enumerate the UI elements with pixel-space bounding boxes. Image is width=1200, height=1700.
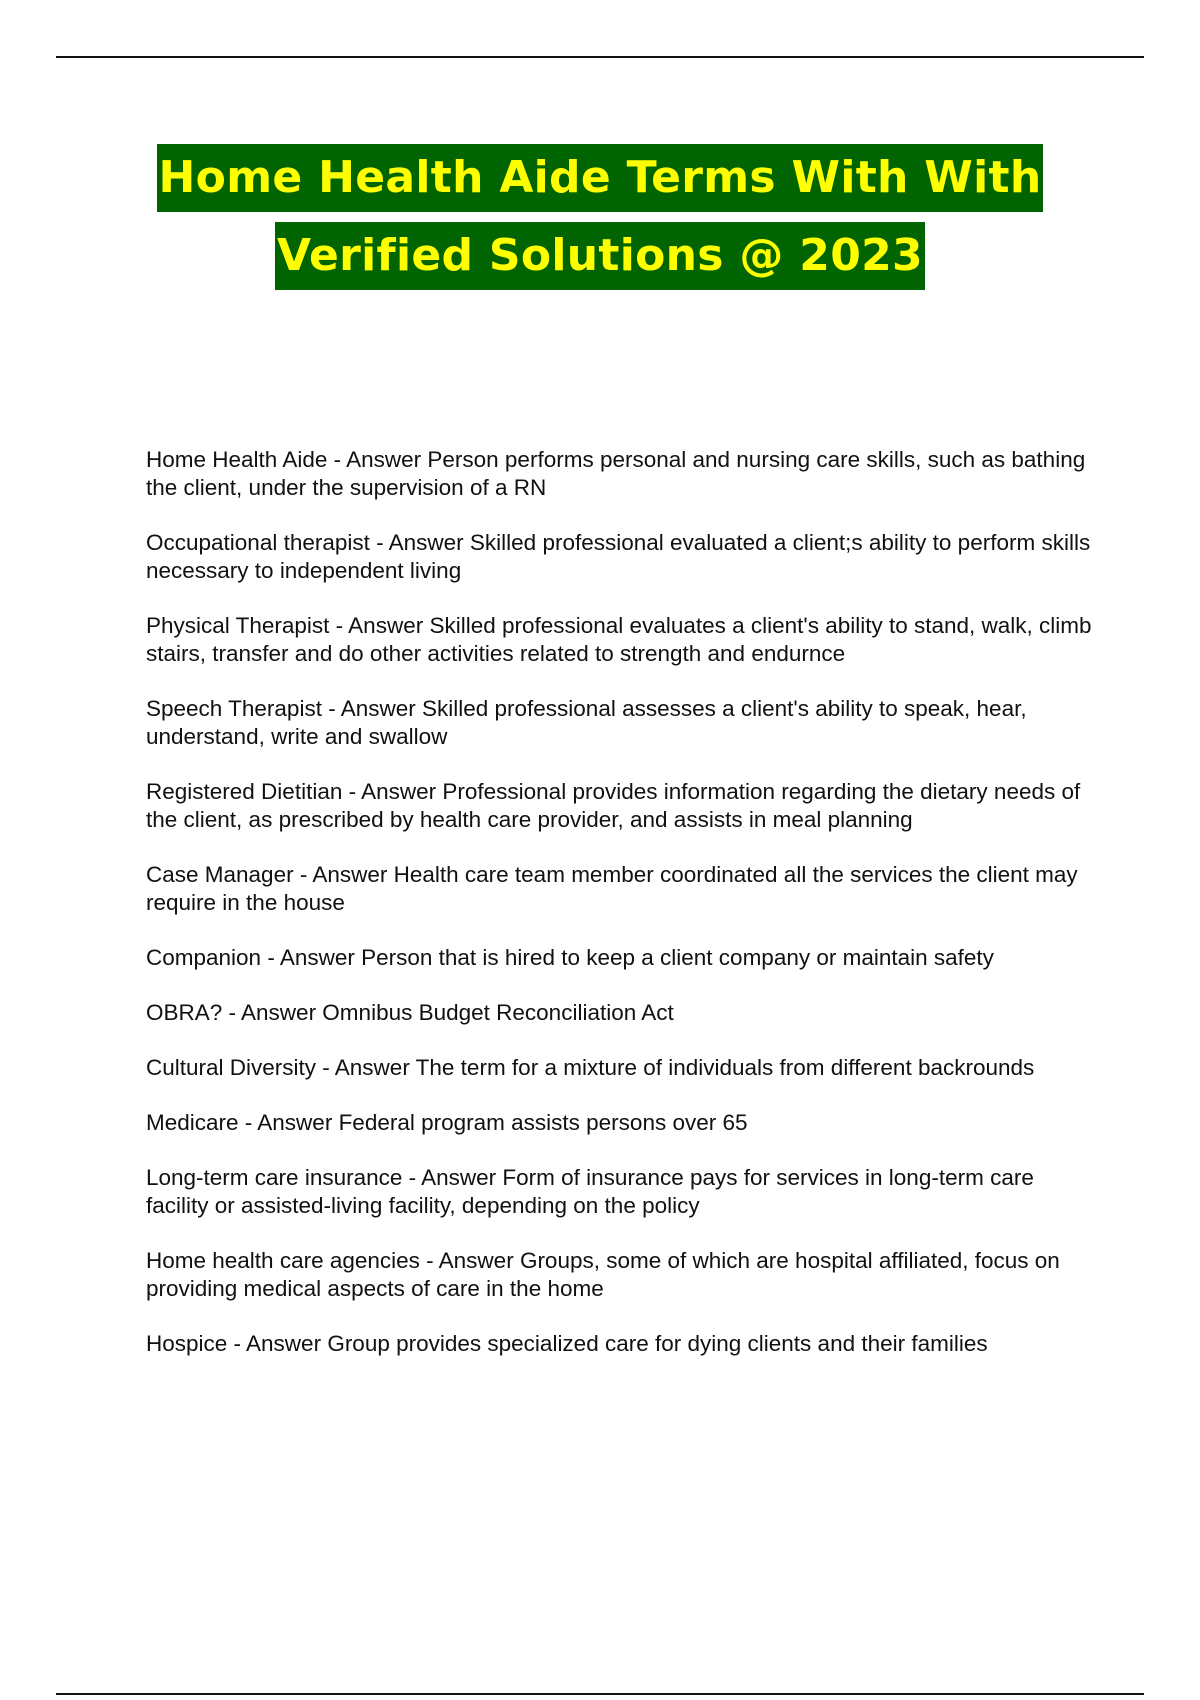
bottom-divider <box>56 1693 1144 1695</box>
term-entry: Long-term care insurance - Answer Form of insurance pays for services in long-term care facility or assisted-living facility, depending on the policy <box>146 1165 1034 1218</box>
title-line-1: Home Health Aide Terms With With <box>157 144 1044 212</box>
term-entry: Cultural Diversity - Answer The term for a mixture of individuals from different backrounds <box>146 1055 1035 1080</box>
term-entry: Hospice - Answer Group provides specialized care for dying clients and their families <box>146 1331 988 1356</box>
term-list <box>146 446 1096 1385</box>
term-entry: Home health care agencies - Answer Groups, some of which are hospital affiliated, focus on providing medical aspects of care in the home <box>146 1248 1060 1301</box>
document-title <box>0 144 1200 300</box>
term-entry: Registered Dietitian - Answer Professional provides information regarding the dietary needs of the client, as prescribed by health care provider, and assists in meal planning <box>146 779 1081 832</box>
title-line-2: Verified Solutions @ 2023 <box>275 222 925 290</box>
term-entry: Companion - Answer Person that is hired to keep a client company or maintain safety <box>146 945 994 970</box>
term-entry: Speech Therapist - Answer Skilled professional assesses a client's ability to speak, hear, understand, write and swallow <box>146 696 1027 749</box>
term-entry: Occupational therapist - Answer Skilled professional evaluated a client;s ability to perform skills necessary to independent living <box>146 530 1091 583</box>
term-entry: OBRA? - Answer Omnibus Budget Reconciliation Act <box>146 1000 674 1025</box>
top-divider <box>56 56 1144 58</box>
term-entry: Case Manager - Answer Health care team member coordinated all the services the client may require in the house <box>146 862 1078 915</box>
term-entry: Home Health Aide - Answer Person performs personal and nursing care skills, such as bathing the client, under the supervision of a RN <box>146 447 1086 500</box>
term-entry: Physical Therapist - Answer Skilled professional evaluates a client's ability to stand, walk, climb stairs, transfer and do other activities related to strength and endurnce <box>146 613 1092 666</box>
term-entry: Medicare - Answer Federal program assists persons over 65 <box>146 1110 748 1135</box>
